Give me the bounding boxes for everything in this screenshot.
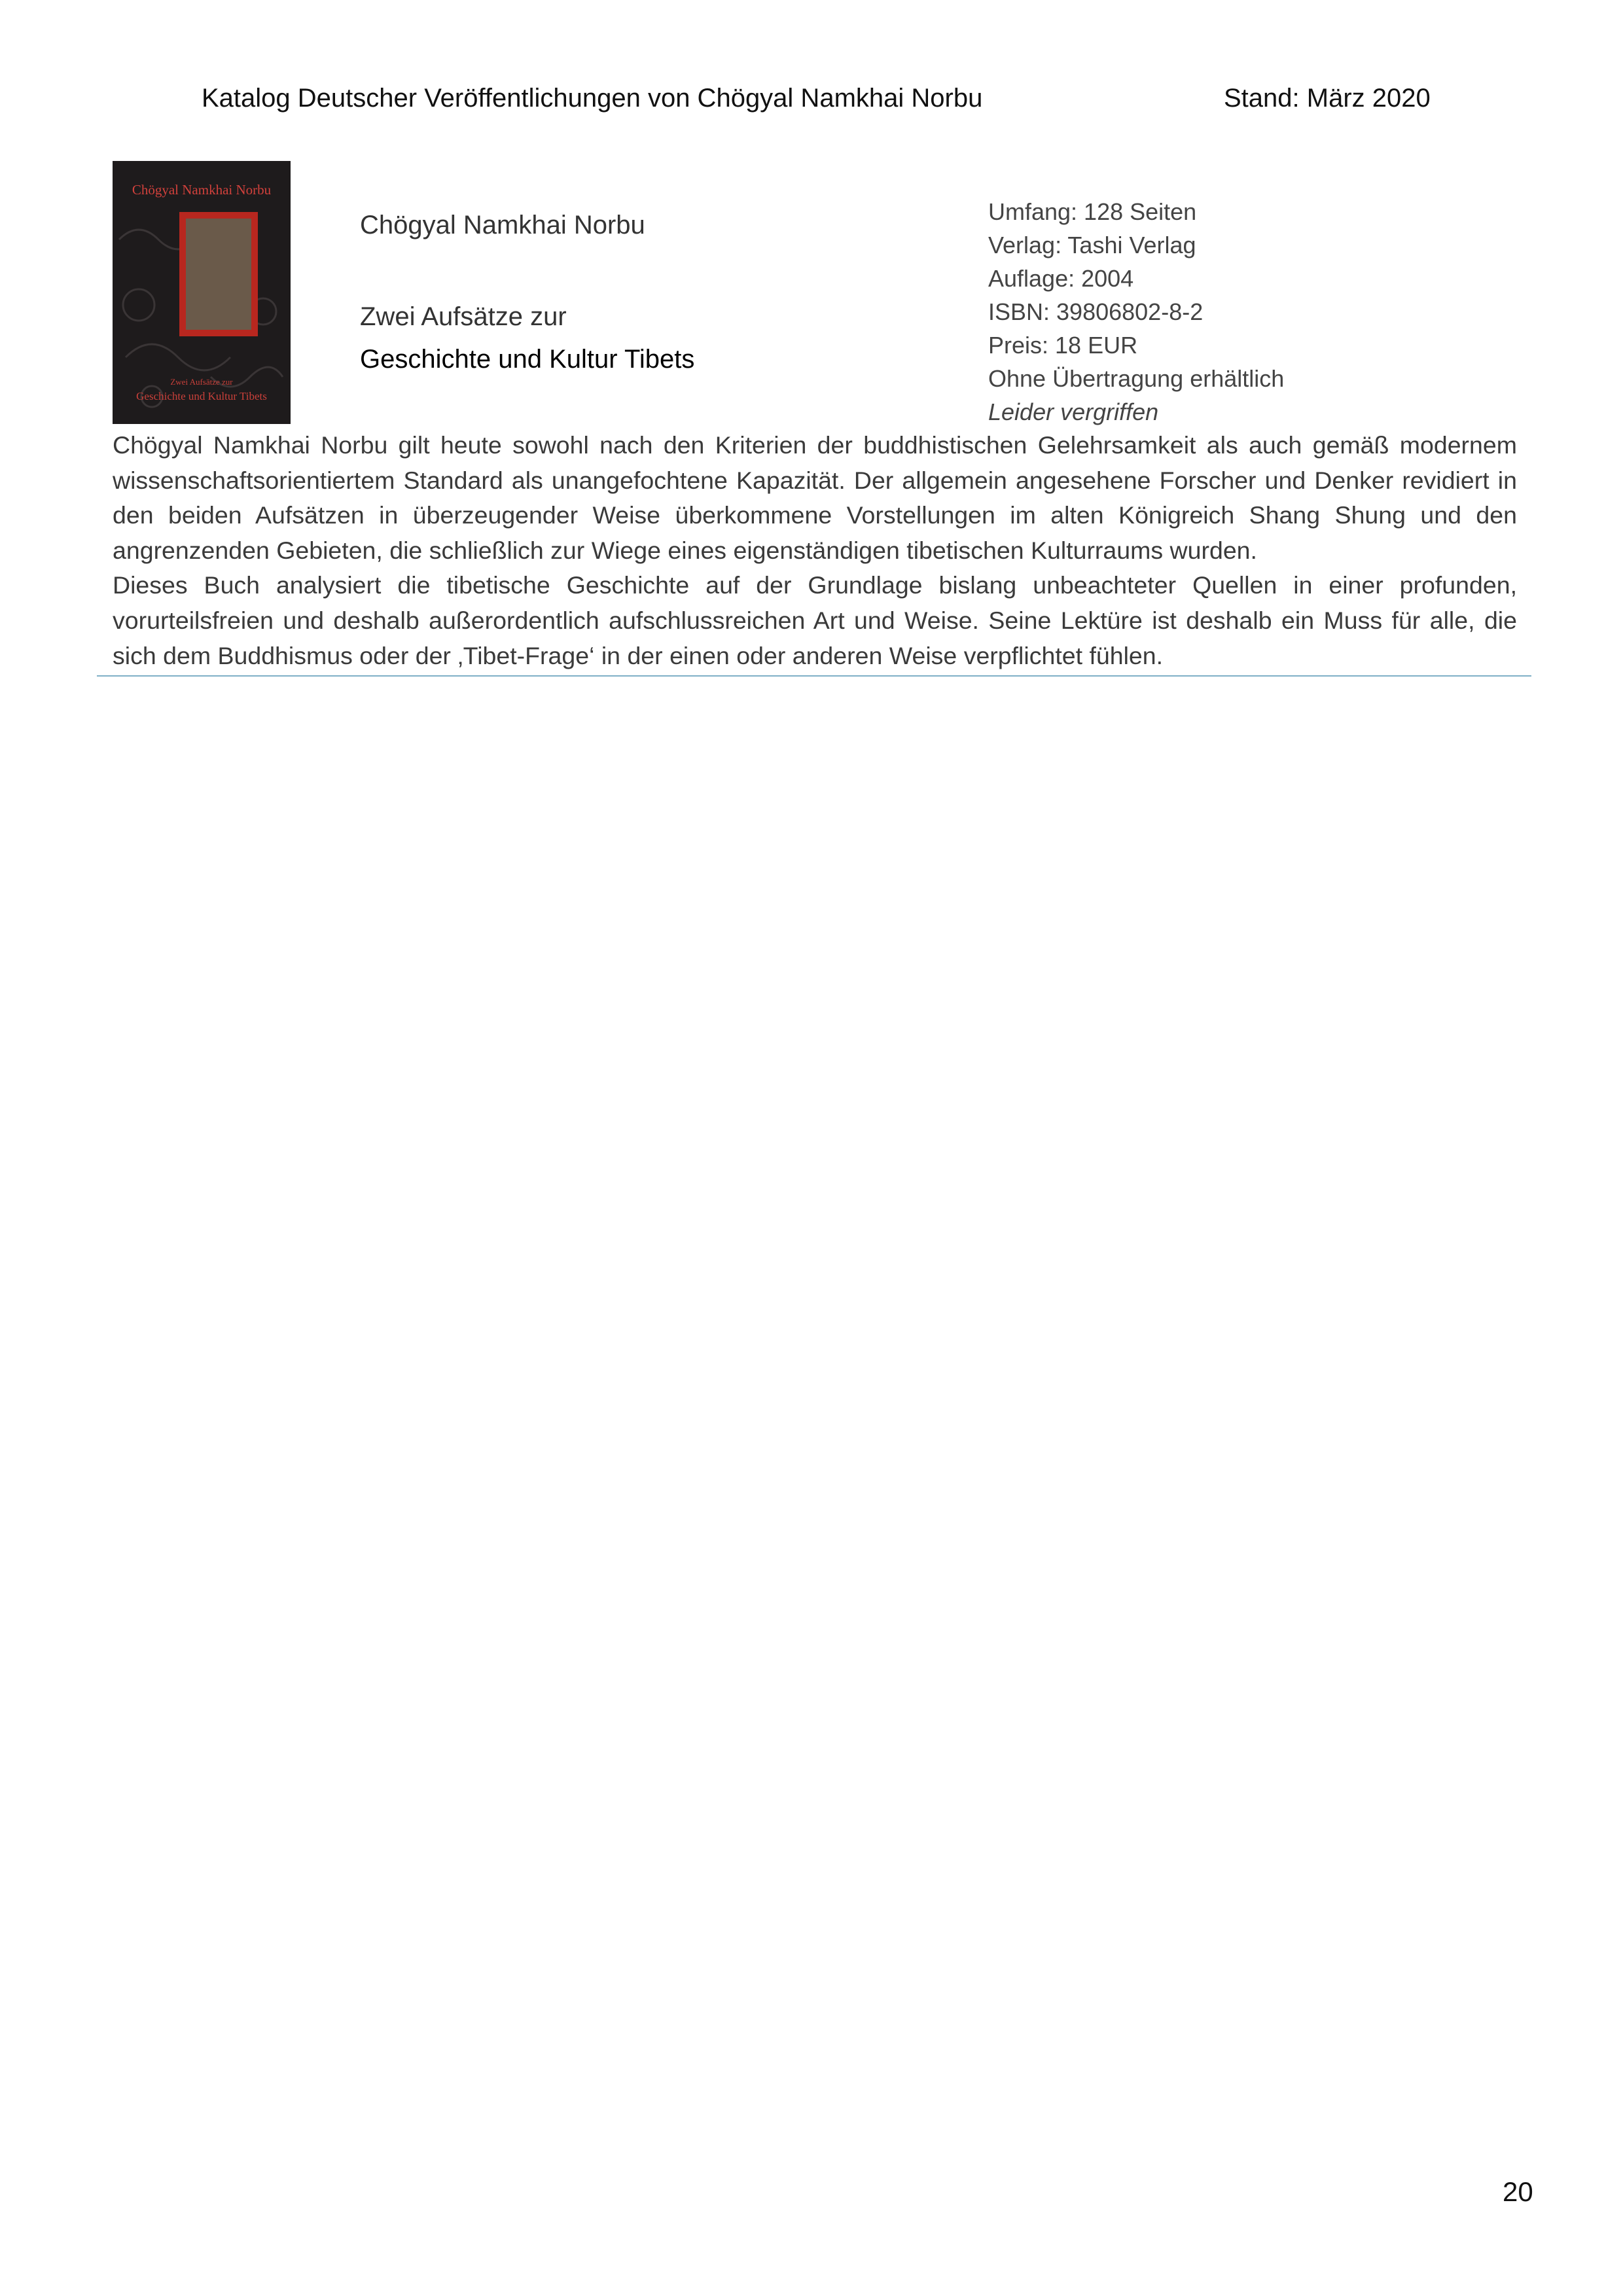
description-paragraph: Chögyal Namkhai Norbu gilt heute sowohl nach den Kriterien der buddhistischen Gelehrsamkeit als auch gemäß modernem wissenschaftsorientiertem Standard als unangefochtene Kapazität. Der allgemein angesehene Forscher und Denker revidiert in den beiden Aufsätzen in überzeugender Weise überkommene Vorstellungen im alten Königreich Shang Shung und den angrenzenden Gebieten, die schließlich zur Wiege eines eigenständigen tibetischen Kulturraums wurden. (113, 431, 1517, 564)
detail-auflage: Auflage: 2004 (988, 265, 1134, 292)
detail-verlag: Verlag: Tashi Verlag (988, 232, 1196, 258)
book-description (113, 428, 1517, 673)
detail-umfang: Umfang: 128 Seiten (988, 198, 1197, 225)
book-subtitle: Zwei Aufsätze zur (360, 302, 567, 331)
detail-preis: Preis: 18 EUR (988, 332, 1138, 359)
book-author: Chögyal Namkhai Norbu (360, 211, 645, 239)
detail-isbn: ISBN: 39806802-8-2 (988, 298, 1204, 325)
book-details (988, 195, 1284, 429)
cover-photo-frame (179, 212, 258, 336)
cover-portrait-photo (186, 219, 251, 330)
cover-title-text: Geschichte und Kultur Tibets (136, 390, 267, 402)
page-header-date: Stand: März 2020 (1224, 84, 1431, 113)
cover-author-text: Chögyal Namkhai Norbu (132, 182, 272, 198)
section-divider (97, 675, 1531, 677)
cover-subtitle-text: Zwei Aufsätze zur (170, 377, 233, 387)
book-title: Geschichte und Kultur Tibets (360, 345, 695, 374)
page-number: 20 (1503, 2176, 1533, 2207)
page-header-title: Katalog Deutscher Veröffentlichungen von Chögyal Namkhai Norbu (202, 84, 983, 113)
description-paragraph: Dieses Buch analysiert die tibetische Geschichte auf der Grundlage bislang unbeachteter Quellen in einer profunden, vorurteilsfreien und deshalb außerordentlich aufschlussreichen Art und Weise. Seine Lektüre ist deshalb ein Muss für alle, die sich dem Buddhismus oder der ‚Tibet-Frage‘ in der einen oder anderen Weise verpflichtet fühlen. (113, 571, 1517, 669)
book-cover-image (113, 161, 291, 424)
detail-status: Leider vergriffen (988, 398, 1159, 425)
detail-uebertragung: Ohne Übertragung erhältlich (988, 365, 1285, 392)
